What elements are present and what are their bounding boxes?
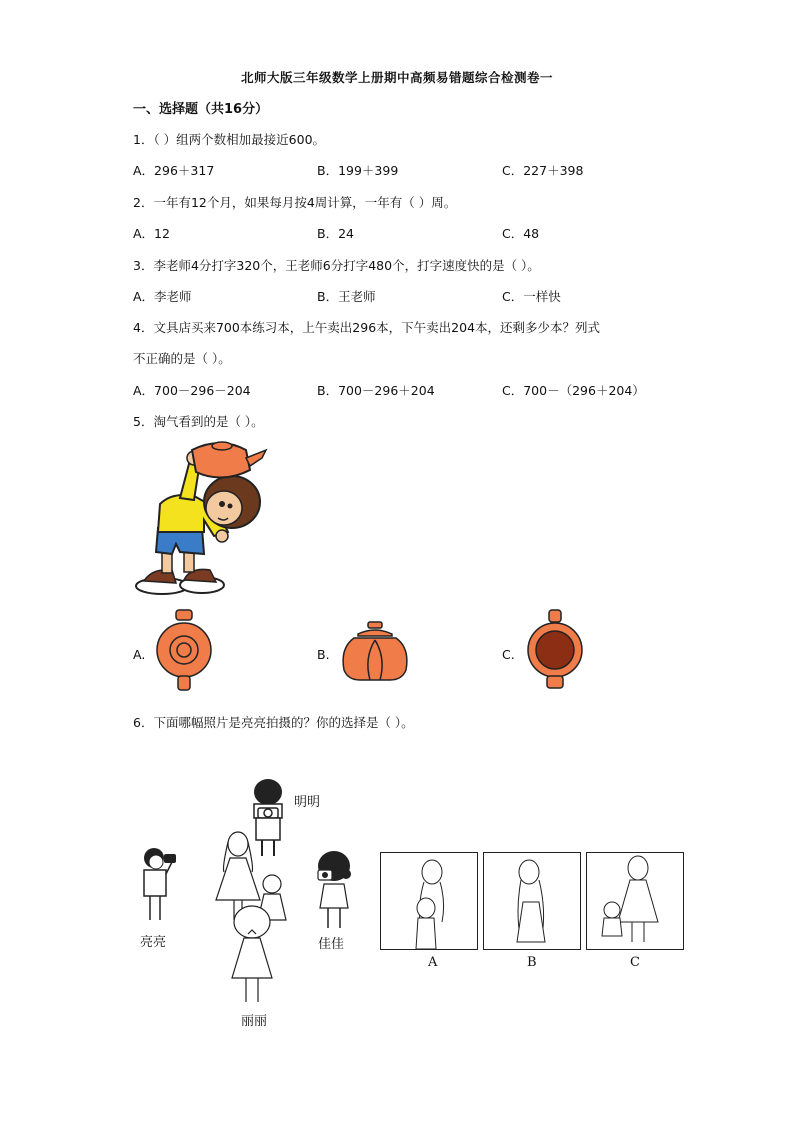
q1-option-b[interactable]: B．199＋399 [317, 163, 399, 178]
question-1: 1．（ ）组两个数相加最接近600。 [133, 132, 326, 147]
q3-option-c[interactable]: C．一样快 [502, 289, 561, 304]
q4-option-b[interactable]: B．700－296＋204 [317, 383, 435, 398]
q1-option-a[interactable]: A．296＋317 [133, 163, 215, 178]
q5-option-c[interactable]: C. [502, 647, 515, 662]
label-lili: 丽丽 [241, 1014, 268, 1029]
label-mingming: 明明 [294, 795, 321, 810]
label-liangliang: 亮亮 [140, 935, 167, 950]
q2-option-c[interactable]: C．48 [502, 226, 540, 241]
teapot-top-view-a [154, 610, 214, 694]
q2-option-b[interactable]: B．24 [317, 226, 354, 241]
teapot-bottom-view-c [525, 610, 585, 694]
teapot-side-view-b [340, 622, 410, 682]
label-jiajia: 佳佳 [318, 937, 345, 952]
page-title: 北师大版三年级数学上册期中高频易错题综合检测卷一 [240, 70, 553, 85]
boy-teapot-illustration [132, 436, 272, 598]
middle-girls-group [210, 828, 292, 1008]
question-5: 5．淘气看到的是（ ）。 [133, 414, 264, 429]
question-3: 3．李老师4分打字320个，王老师6分打字480个，打字速度快的是（ ）。 [133, 258, 540, 273]
q4-option-a[interactable]: A．700－296－204 [133, 383, 251, 398]
q2-option-a[interactable]: A．12 [133, 226, 170, 241]
q5-option-b[interactable]: B. [317, 647, 330, 662]
question-4: 4．文具店买来700本练习本，上午卖出296本，下午卖出204本，还剩多少本？列式 [133, 320, 601, 335]
q3-option-a[interactable]: A．李老师 [133, 289, 192, 304]
photo-a-label: A [428, 955, 438, 970]
q1-option-c[interactable]: C．227＋398 [502, 163, 584, 178]
liangliang-figure [138, 846, 184, 926]
q3-option-b[interactable]: B．王老师 [317, 289, 376, 304]
photo-b [483, 852, 581, 950]
photo-c [586, 852, 684, 950]
photo-c-label: C [630, 955, 640, 970]
question-2: 2．一年有12个月，如果每月按4周计算，一年有（ ）周。 [133, 195, 457, 210]
photo-a [380, 852, 478, 950]
q5-option-a[interactable]: A. [133, 647, 146, 662]
question-6: 6．下面哪幅照片是亮亮拍摄的？你的选择是（ ）。 [133, 715, 414, 730]
jiajia-figure [312, 850, 356, 932]
q4-option-c[interactable]: C．700－（296＋204） [502, 383, 645, 398]
question-4-cont: 不正确的是（ ）。 [133, 351, 231, 366]
photo-b-label: B [527, 955, 537, 970]
section-heading: 一、选择题（共16分） [133, 102, 269, 117]
